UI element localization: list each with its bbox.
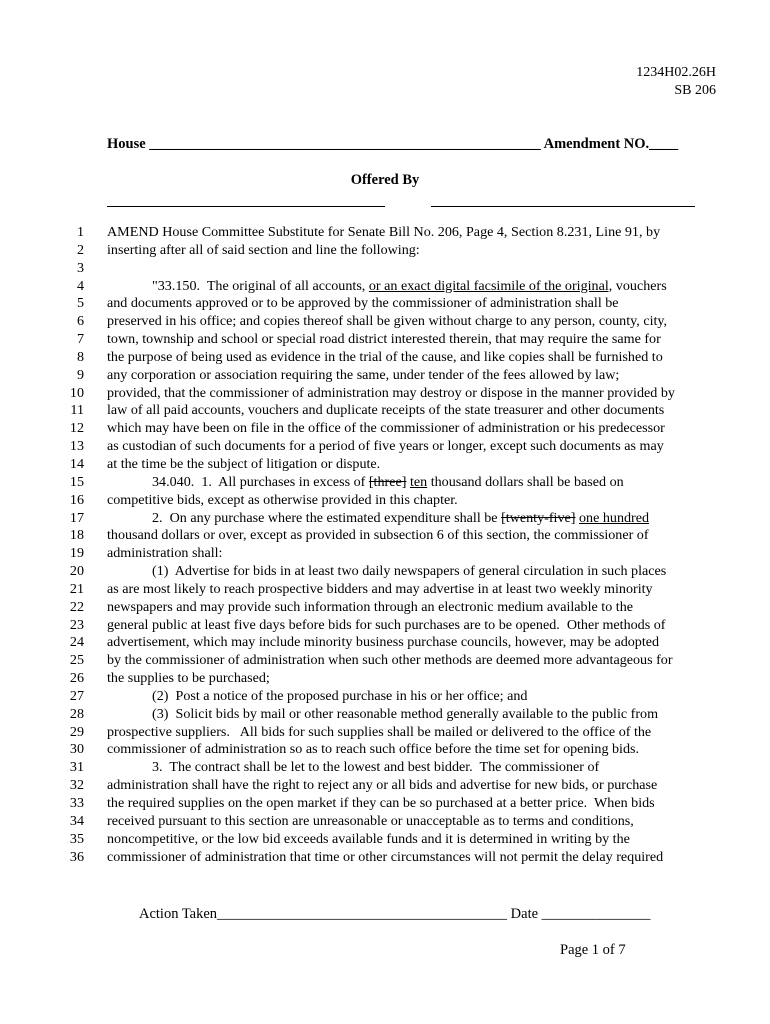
line-text [107,670,270,688]
text-segment: provided, that the commissioner of administration may destroy or dispose in the manner provided by [107,384,675,401]
text-line [0,510,770,528]
text-segment: commissioner of administration so as to reach such office before the time set for opening bids. [107,741,640,758]
house-amendment-line [107,136,712,153]
action-taken-line [139,906,650,923]
line-text [107,831,630,849]
text-segment: the purpose of being used as evidence in the trial of the cause, and like copies shall be furnished to [107,348,663,365]
line-text [107,617,665,635]
line-number: 16 [69,491,84,508]
text-line [0,706,770,724]
text-line [0,224,770,242]
text-line [0,492,770,510]
action-taken-blank: ________________________________________ [217,906,508,922]
text-line [0,474,770,492]
text-line [0,581,770,599]
text-line [0,777,770,795]
house-blank: ______________________________________________________ [149,136,541,152]
line-number: 3 [76,259,84,276]
text-line [0,349,770,367]
doc-number: 1234H02.26H [636,65,716,80]
text-segment: (1) Advertise for bids in at least two daily newspapers of general circulation in such places [152,563,667,580]
text-segment: competitive bids, except as otherwise provided in this chapter. [107,491,458,508]
line-number: 2 [76,241,84,258]
date-blank: _______________ [541,906,651,922]
text-segment: commissioner of administration that time or other circumstances will not permit the delay required [107,848,664,865]
line-number: 11 [70,402,84,419]
line-number: 29 [69,723,84,740]
house-label: House [107,136,146,152]
text-segment: (3) Solicit bids by mail or other reasonable method generally available to the public from [152,705,659,722]
text-segment: town, township and school or special road district interested therein, that may require the same for [107,331,661,348]
sponsor-signature-blank-left [107,206,385,207]
text-segment: administration shall: [107,545,223,562]
line-number: 13 [69,438,84,455]
text-segment: as are most likely to reach prospective bidders and may advertise in at least two weekly minority [107,580,653,597]
text-line [0,313,770,331]
text-segment: AMEND House Committee Substitute for Senate Bill No. 206, Page 4, Section 8.231, Line 91, by [107,224,661,240]
line-number: 34 [69,812,84,829]
line-text [107,510,649,528]
text-segment: prospective suppliers. All bids for such supplies shall be mailed or delivered to the office of the [107,723,652,740]
text-line [0,795,770,813]
text-line [0,813,770,831]
action-taken-label: Action Taken [139,906,218,922]
line-text [107,581,653,599]
line-text [107,706,658,724]
text-line [0,402,770,420]
line-number: 17 [69,509,84,526]
line-text [107,563,666,581]
text-segment: 3. The contract shall be let to the lowest and best bidder. The commissioner of [152,759,600,776]
line-number: 35 [69,830,84,847]
line-number: 30 [69,741,84,758]
text-line [0,331,770,349]
line-text [107,420,665,438]
text-line [0,242,770,260]
text-line [0,688,770,706]
text-line [0,599,770,617]
line-text [107,313,667,331]
line-number: 7 [76,331,84,348]
text-segment: any corporation or association requiring the same, under tender of the fees allowed by law; [107,366,620,383]
line-text [107,759,599,777]
text-line [0,260,770,278]
text-segment: preserved in his office; and copies thereof shall be given without charge to any person, county, city, [107,313,668,330]
line-number: 22 [69,598,84,615]
line-text [107,724,651,742]
text-line [0,670,770,688]
line-number: 32 [69,777,84,794]
inserted-text: one hundred [578,509,650,526]
line-text [107,849,663,867]
line-number: 9 [76,366,84,383]
line-number: 5 [76,295,84,312]
text-segment: the supplies to be purchased; [107,670,270,687]
text-segment: administration shall have the right to reject any or all bids and advertise for new bids, or purchase [107,777,658,794]
line-number: 20 [69,563,84,580]
text-segment: advertisement, which may include minority business purchase councils, however, may be adopted [107,634,660,651]
line-text [107,224,660,242]
text-segment: received pursuant to this section are unreasonable or unacceptable as to terms and conditions, [107,812,634,829]
line-text [107,527,649,545]
text-segment: vouchers [612,277,667,294]
line-text [107,545,222,563]
line-text [107,813,634,831]
line-number: 28 [69,705,84,722]
line-number: 14 [69,455,84,472]
text-line [0,634,770,652]
line-text [107,331,661,349]
text-segment: noncompetitive, or the low bid exceeds available funds and it is determined in writing by the [107,830,630,847]
line-number: 24 [69,634,84,651]
line-number: 12 [69,420,84,437]
text-line [0,831,770,849]
text-line [0,617,770,635]
line-number: 8 [76,348,84,365]
line-number: 36 [69,848,84,865]
text-line [0,367,770,385]
amendment-blank: ____ [649,136,679,152]
text-line [0,527,770,545]
date-label: Date [507,906,542,922]
text-line [0,545,770,563]
sponsor-signature-blank-right [431,206,695,207]
text-line [0,759,770,777]
line-text [107,474,624,492]
line-text [107,402,664,420]
text-segment: which may have been on file in the office of the commissioner of administration or his predecessor [107,420,665,437]
text-segment: and documents approved or to be approved by the commissioner of administration shall be [107,295,619,312]
text-segment: thousand dollars or over, except as provided in subsection 6 of this section, the commissioner of [107,527,649,544]
line-number: 23 [69,616,84,633]
line-number: 19 [69,545,84,562]
inserted-text: or an exact digital facsimile of the original, [368,277,613,294]
line-number: 31 [69,759,84,776]
line-number: 27 [69,687,84,704]
text-segment: newspapers and may provide such information through an electronic medium available to the [107,598,634,615]
inserted-text: ten [409,473,428,490]
text-line [0,741,770,759]
line-text [107,492,458,510]
text-line [0,420,770,438]
text-segment: inserting after all of said section and line the following: [107,241,420,258]
text-line [0,295,770,313]
line-text [107,652,673,670]
text-line [0,456,770,474]
line-text [107,599,633,617]
line-text [107,278,667,296]
line-text [107,634,659,652]
line-number: 21 [69,580,84,597]
text-segment: "33.150. The original of all accounts, [152,277,369,294]
deleted-text: [twenty-five] [501,509,576,526]
text-line [0,652,770,670]
line-number: 15 [69,473,84,490]
line-number: 26 [69,670,84,687]
line-text [107,456,380,474]
deleted-text: [three] [368,473,407,490]
text-segment: at the time be the subject of litigation or dispute. [107,455,381,472]
text-segment: law of all paid accounts, vouchers and duplicate receipts of the state treasurer and other documents [107,402,665,419]
bill-number: SB 206 [674,83,716,98]
text-segment: thousand dollars shall be based on [427,473,624,490]
amendment-label: Amendment NO. [543,136,650,152]
text-segment: as custodian of such documents for a period of five years or longer, except such documents as may [107,438,664,455]
line-text [107,741,639,759]
text-segment: 2. On any purchase where the estimated expenditure shall be [152,509,502,526]
text-line [0,724,770,742]
text-segment: the required supplies on the open market if they can be so purchased at a better price. When bids [107,795,655,811]
line-number: 1 [76,224,84,240]
line-text [107,438,664,456]
offered-by-heading: Offered By [350,172,420,188]
text-segment: (2) Post a notice of the proposed purchase in his or her office; and [152,687,528,704]
numbered-text-lines [0,224,770,866]
page-number: Page 1 of 7 [560,942,626,958]
text-line [0,278,770,296]
line-text [107,385,675,403]
line-number: 25 [69,652,84,669]
line-text [107,688,527,706]
document-identifier [636,64,716,100]
line-text [107,349,663,367]
line-number: 33 [69,795,84,811]
text-line [0,849,770,867]
text-line [0,438,770,456]
line-number: 4 [76,277,84,294]
text-segment: general public at least five days before bids for such purchases are to be opened. Other methods of [107,616,666,633]
line-number: 18 [69,527,84,544]
line-text [107,295,619,313]
line-text [107,777,657,795]
line-text [107,242,420,260]
line-text [107,795,655,813]
text-segment: 34.040. 1. All purchases in excess of [152,473,369,490]
text-segment: by the commissioner of administration when such other methods are deemed more advantageous for [107,652,673,669]
text-line [0,385,770,403]
text-line [0,563,770,581]
line-text [107,367,619,385]
line-number: 10 [69,384,84,401]
line-number: 6 [76,313,84,330]
